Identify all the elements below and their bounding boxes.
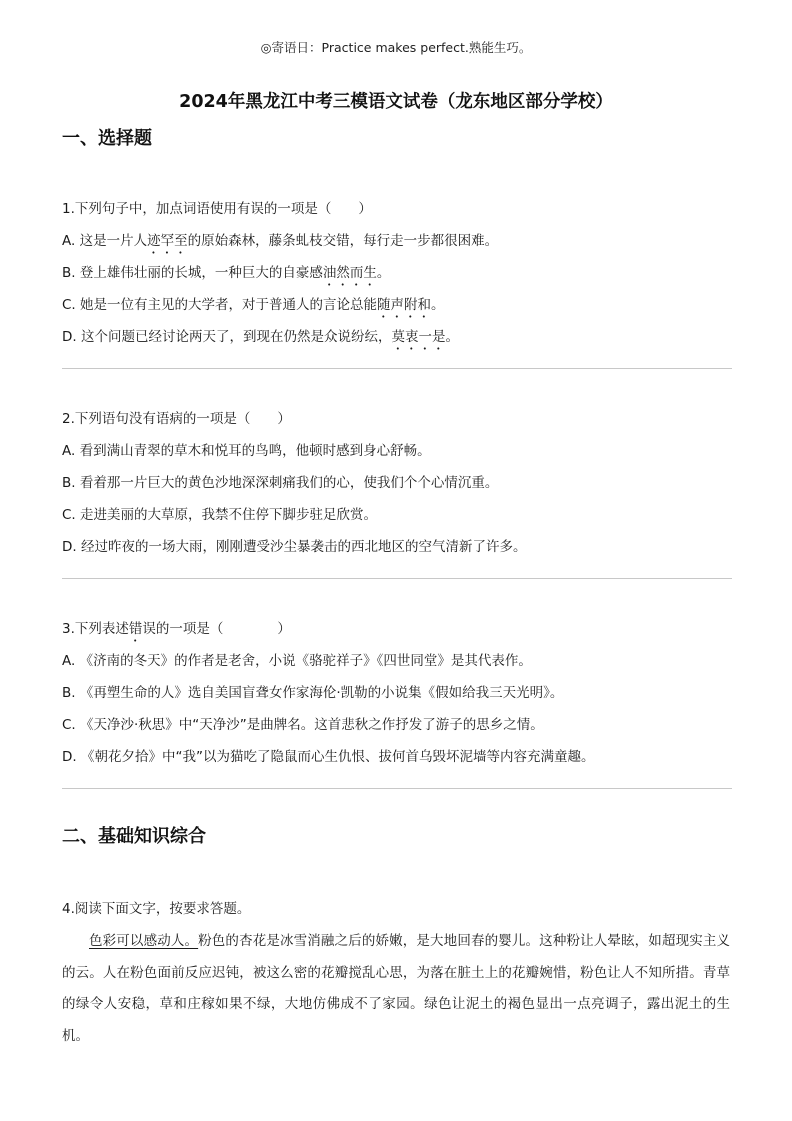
q1-option-c-dotted-word: 随声附和 <box>377 297 432 313</box>
q2-option-c: C. 走进美丽的大草原，我禁不住停下脚步驻足欣赏。 <box>62 507 378 523</box>
q2-option-b: B. 看着那一片巨大的黄色沙地深深刺痛我们的心，使我们个个心情沉重。 <box>62 475 499 491</box>
q1-option-b-pre: B. 登上雄伟壮丽的长城，一种巨大的自豪感 <box>62 265 323 281</box>
divider <box>62 578 732 579</box>
q4-passage-body: 粉色的杏花是冰雪消融之后的娇嫩，是大地回春的婴儿。这种粉让人晕眩，如超现实主义的云。人在粉色面前反应迟钝，被这么密的花瓣搅乱心思，为落在脏土上的花瓣婉惜，粉色让人不知所措。青草的绿令人安稳，草和庄稼如果不绿，大地仿佛成不了家园。绿色让泥土的褐色显出一点亮调子，露出泥土的生机。 <box>62 933 731 1044</box>
q1-option-a-pre: A. 这是一片人 <box>62 233 148 249</box>
q1-option-a-post: 的原始森林，藤条虬枝交错，每行走一步都很困难。 <box>187 233 499 249</box>
q3-stem-dotted-char: 错 <box>128 621 143 637</box>
q3-option-b: B. 《再塑生命的人》选自美国盲聋女作家海伦·凯勒的小说集《假如给我三天光明》。 <box>62 685 564 701</box>
q1-option-c-pre: C. 她是一位有主见的大学者，对于普通人的言论总能 <box>62 297 378 313</box>
q4-stem: 4.阅读下面文字，按要求答题。 <box>62 901 251 917</box>
q2-option-a: A. 看到满山青翠的草木和悦耳的鸟鸣，他顿时感到身心舒畅。 <box>62 443 431 459</box>
q1-option-d-pre: D. 这个问题已经讨论两天了，到现在仍然是众说纷纭， <box>62 329 392 345</box>
q2-option-d: D. 经过昨夜的一场大雨，刚刚遭受沙尘暴袭击的西北地区的空气清新了许多。 <box>62 539 527 555</box>
section-heading-basics: 二、基础知识综合 <box>62 826 206 847</box>
q1-option-b-post: 。 <box>376 265 391 281</box>
header-motto: ◎寄语日：Practice makes perfect.熟能生巧。 <box>260 40 532 55</box>
q1-option-d <box>62 328 742 353</box>
divider <box>62 368 732 369</box>
q2-stem: 2.下列语句没有语病的一项是（ ） <box>62 411 291 427</box>
q1-option-a <box>62 232 742 257</box>
q1-stem: 1.下列句子中，加点词语使用有误的一项是（ ） <box>62 201 372 217</box>
q1-option-d-post: 。 <box>445 329 459 345</box>
q3-stem-post: 误的一项是（ ） <box>142 621 291 637</box>
q3-option-c: C. 《天净沙·秋思》中“天净沙”是曲牌名。这首悲秋之作抒发了游子的思乡之情。 <box>62 717 544 733</box>
q1-option-d-dotted-word: 莫衷一是 <box>391 329 446 345</box>
q1-option-a-dotted-word: 迹罕至 <box>147 233 188 249</box>
q4-underlined-sentence: 色彩可以感动人。 <box>89 933 199 949</box>
q1-option-b-dotted-word: 油然而生 <box>322 265 377 281</box>
q4-passage <box>62 926 730 1052</box>
document-title: 2024年黑龙江中考三模语文试卷（龙东地区部分学校） <box>179 92 613 112</box>
q3-stem <box>62 620 742 645</box>
q3-option-d: D. 《朝花夕拾》中“我”以为猫吃了隐鼠而心生仇恨、拔何首乌毁坏泥墙等内容充满童趣。 <box>62 749 595 765</box>
divider <box>62 788 732 789</box>
q3-stem-pre: 3.下列表述 <box>62 621 129 637</box>
q1-option-c <box>62 296 742 321</box>
q1-option-c-post: 。 <box>431 297 445 313</box>
section-heading-choice: 一、选择题 <box>62 128 152 149</box>
q3-option-a: A. 《济南的冬天》的作者是老舍，小说《骆驼祥子》《四世同堂》是其代表作。 <box>62 653 532 669</box>
q1-option-b <box>62 264 742 289</box>
